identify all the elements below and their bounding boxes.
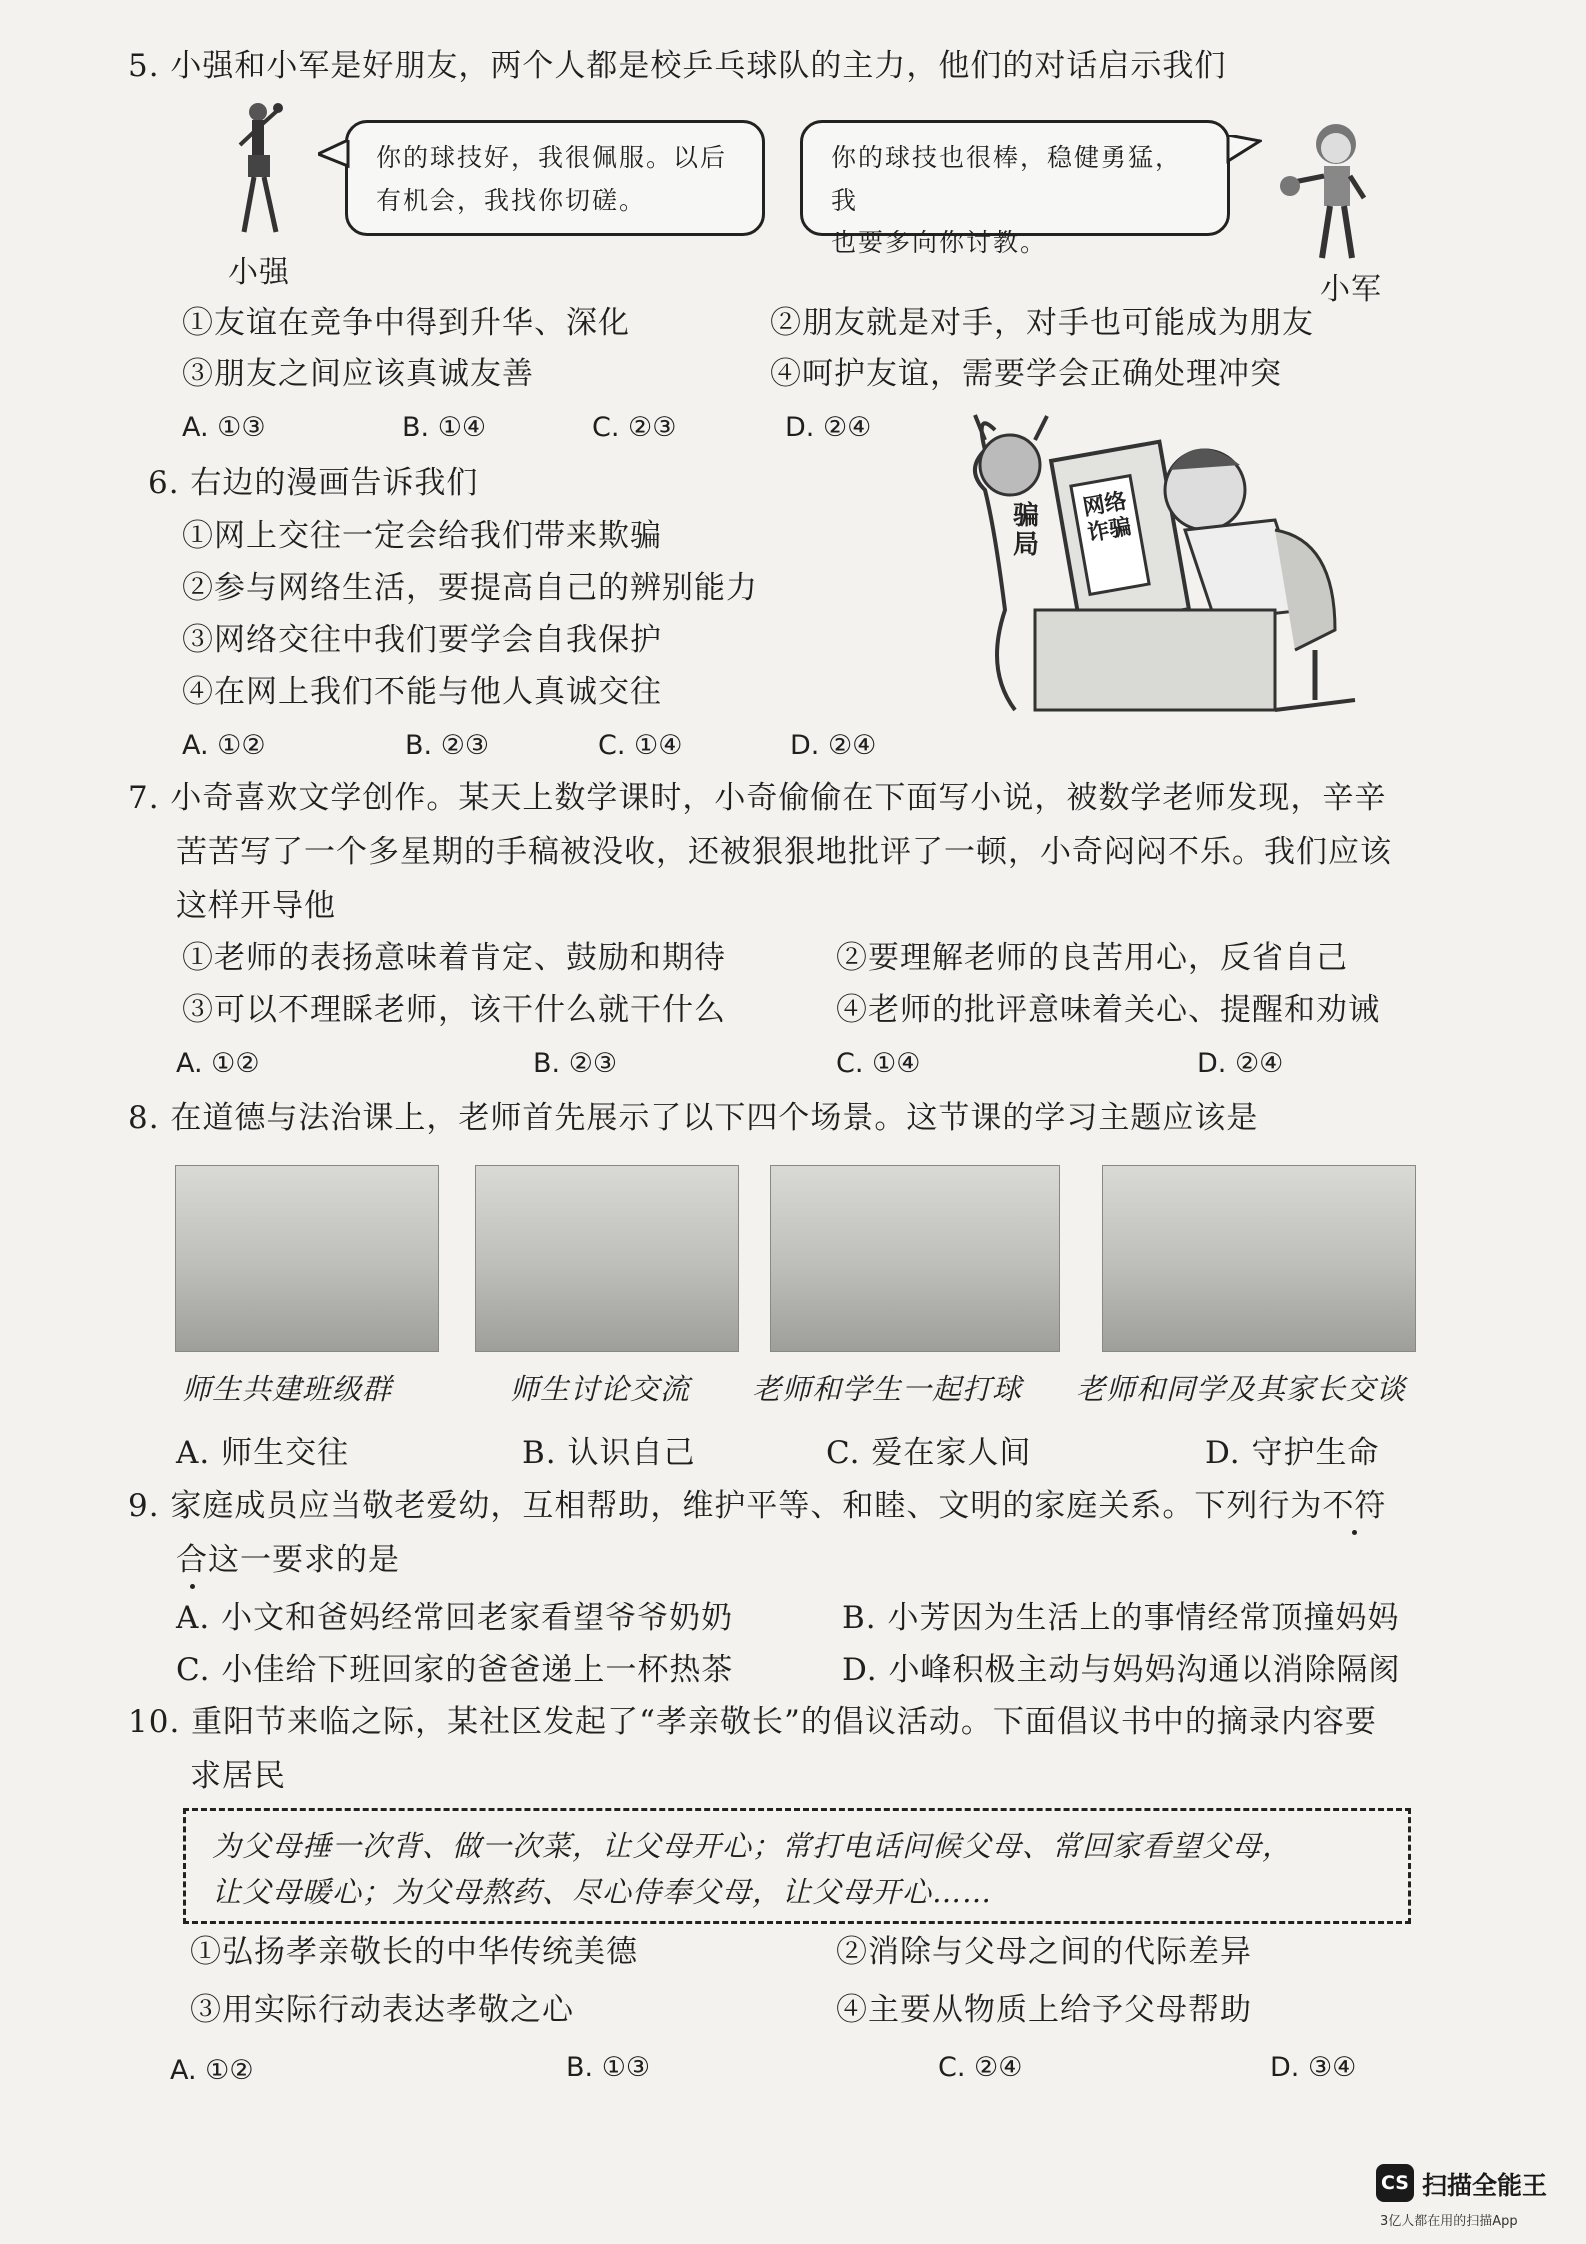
q8-scene-photo-2 bbox=[475, 1165, 739, 1352]
q8-option-a: A. 师生交往 bbox=[176, 1435, 350, 1471]
speech-bubble-right bbox=[800, 120, 1230, 257]
bubble-right-line2: 也要多向你讨教。 bbox=[831, 228, 1048, 257]
q7-option-a: A. ①② bbox=[176, 1048, 260, 1079]
q8-option-d: D. 守护生命 bbox=[1205, 1435, 1380, 1471]
q6-item-1: ①网上交往一定会给我们带来欺骗 bbox=[182, 518, 662, 554]
q5-option-c: C. ②③ bbox=[592, 412, 677, 443]
q6-item-4: ④在网上我们不能与他人真诚交往 bbox=[182, 674, 662, 710]
q5-stem: 5. 小强和小军是好朋友，两个人都是校乒乓球队的主力，他们的对话启示我们 bbox=[128, 48, 1227, 84]
q5-option-a: A. ①③ bbox=[182, 412, 266, 443]
q10-box-line2: 让父母暖心；为父母熬药、尽心侍奉父母，让父母开心…… bbox=[212, 1875, 993, 1910]
q10-option-d: D. ③④ bbox=[1270, 2052, 1357, 2083]
q6-cartoon-internet-scam bbox=[955, 410, 1375, 730]
q9-stem-line2 bbox=[176, 1542, 400, 1579]
q6-item-2: ②参与网络生活，要提高自己的辨别能力 bbox=[182, 570, 758, 606]
cartoon-label-screen: 网络诈骗 bbox=[1080, 487, 1134, 548]
q8-caption-2: 师生讨论交流 bbox=[510, 1372, 691, 1406]
q7-item-2: ②要理解老师的良苦用心，反省自己 bbox=[836, 940, 1348, 976]
q9-stem-line1 bbox=[128, 1488, 1386, 1525]
q5-item-4: ④呵护友谊，需要学会正确处理冲突 bbox=[770, 356, 1282, 392]
q7-stem-line3: 这样开导他 bbox=[176, 888, 336, 924]
q9-option-c: C. 小佳给下班回家的爸爸递上一杯热茶 bbox=[176, 1652, 734, 1688]
q8-scene-photo-1 bbox=[175, 1165, 439, 1352]
q6-option-c: C. ①④ bbox=[598, 730, 683, 761]
player-xiaoqiang-figure bbox=[218, 100, 308, 240]
q5-option-d: D. ②④ bbox=[785, 412, 872, 443]
q8-stem: 8. 在道德与法治课上，老师首先展示了以下四个场景。这节课的学习主题应该是 bbox=[128, 1100, 1259, 1136]
q9-stem-text: 9. 家庭成员应当敬老爱幼，互相帮助，维护平等、和睦、文明的家庭关系。下列行为 bbox=[128, 1488, 1323, 1524]
q5-item-2: ②朋友就是对手，对手也可能成为朋友 bbox=[770, 305, 1314, 341]
q6-option-b: B. ②③ bbox=[405, 730, 490, 761]
name-xiaojun: 小军 bbox=[1320, 272, 1382, 307]
q5-item-1: ①友谊在竞争中得到升华、深化 bbox=[182, 305, 630, 341]
q9-stem-rest: 这一要求的是 bbox=[208, 1542, 400, 1578]
q9-option-a: A. 小文和爸妈经常回老家看望爷爷奶奶 bbox=[176, 1600, 734, 1636]
q10-option-a: A. ①② bbox=[170, 2055, 254, 2086]
q9-option-d: D. 小峰积极主动与妈妈沟通以消除隔阂 bbox=[842, 1652, 1401, 1688]
q7-stem-line2: 苦苦写了一个多星期的手稿被没收，还被狠狠地批评了一顿，小奇闷闷不乐。我们应该 bbox=[176, 834, 1392, 870]
q10-item-1: ①弘扬孝亲敬长的中华传统美德 bbox=[190, 1934, 638, 1970]
camscanner-name: 扫描全能王 bbox=[1422, 2171, 1548, 2200]
q10-item-2: ②消除与父母之间的代际差异 bbox=[836, 1934, 1252, 1970]
q9-option-b: B. 小芳因为生活上的事情经常顶撞妈妈 bbox=[842, 1600, 1400, 1636]
bubble-left-tail bbox=[318, 140, 350, 170]
q7-option-b: B. ②③ bbox=[533, 1048, 618, 1079]
q9-stem-emphasis: 不符 bbox=[1322, 1488, 1387, 1524]
q10-box-line1: 为父母捶一次背、做一次菜，让父母开心；常打电话问候父母、常回家看望父母， bbox=[212, 1829, 1293, 1863]
q6-item-3: ③网络交往中我们要学会自我保护 bbox=[182, 622, 662, 658]
q10-item-4: ④主要从物质上给予父母帮助 bbox=[836, 1992, 1252, 2028]
q6-option-d: D. ②④ bbox=[790, 730, 877, 761]
cartoon-label-devil: 骗局 bbox=[1013, 501, 1040, 560]
q8-scene-photo-3 bbox=[770, 1165, 1060, 1352]
q10-stem-line1: 10. 重阳节来临之际，某社区发起了“孝亲敬长”的倡议活动。下面倡议书中的摘录内容要 bbox=[128, 1704, 1377, 1740]
q7-stem-line1: 7. 小奇喜欢文学创作。某天上数学课时，小奇偷偷在下面写小说，被数学老师发现，辛辛 bbox=[128, 780, 1387, 816]
name-xiaoqiang: 小强 bbox=[228, 255, 290, 290]
q10-option-b: B. ①③ bbox=[566, 2052, 651, 2083]
q8-caption-1: 师生共建班级群 bbox=[182, 1372, 393, 1406]
q7-option-d: D. ②④ bbox=[1197, 1048, 1284, 1079]
q8-option-c: C. 爱在家人间 bbox=[826, 1435, 1032, 1471]
q5-option-b: B. ①④ bbox=[402, 412, 487, 443]
q5-item-3: ③朋友之间应该真诚友善 bbox=[182, 356, 534, 392]
camscanner-watermark bbox=[1376, 2164, 1582, 2236]
q10-stem-line2: 求居民 bbox=[190, 1758, 286, 1794]
camscanner-tagline: 3亿人都在用的扫描App bbox=[1380, 2214, 1518, 2229]
player-xiaojun-figure bbox=[1272, 118, 1382, 268]
cartoon-drawing bbox=[955, 410, 1375, 730]
q6-stem: 6. 右边的漫画告诉我们 bbox=[148, 465, 479, 501]
bubble-left-line1: 你的球技好，我很佩服。以后 bbox=[376, 143, 728, 172]
q8-caption-3: 老师和学生一起打球 bbox=[752, 1372, 1023, 1406]
q7-option-c: C. ①④ bbox=[836, 1048, 921, 1079]
bubble-right-tail bbox=[1226, 135, 1262, 165]
q8-option-b: B. 认识自己 bbox=[522, 1435, 696, 1471]
bubble-right-line1: 你的球技也很棒，稳健勇猛，我 bbox=[831, 143, 1183, 215]
bubble-left-line2: 有机会，我找你切磋。 bbox=[376, 185, 647, 215]
speech-bubble-left bbox=[345, 120, 765, 236]
q10-proposal-excerpt-box bbox=[183, 1808, 1411, 1924]
q7-item-4: ④老师的批评意味着关心、提醒和劝诫 bbox=[836, 992, 1380, 1028]
camscanner-logo-icon: CS bbox=[1376, 2164, 1414, 2202]
q8-scene-photo-4 bbox=[1102, 1165, 1416, 1352]
q8-caption-4: 老师和同学及其家长交谈 bbox=[1076, 1372, 1407, 1406]
q7-item-3: ③可以不理睬老师，该干什么就干什么 bbox=[182, 992, 726, 1028]
q10-item-3: ③用实际行动表达孝敬之心 bbox=[190, 1992, 574, 2028]
q10-option-c: C. ②④ bbox=[938, 2052, 1023, 2083]
q6-option-a: A. ①② bbox=[182, 730, 266, 761]
q9-stem-emphasis-2: 合 bbox=[176, 1542, 208, 1578]
q7-item-1: ①老师的表扬意味着肯定、鼓励和期待 bbox=[182, 940, 726, 976]
